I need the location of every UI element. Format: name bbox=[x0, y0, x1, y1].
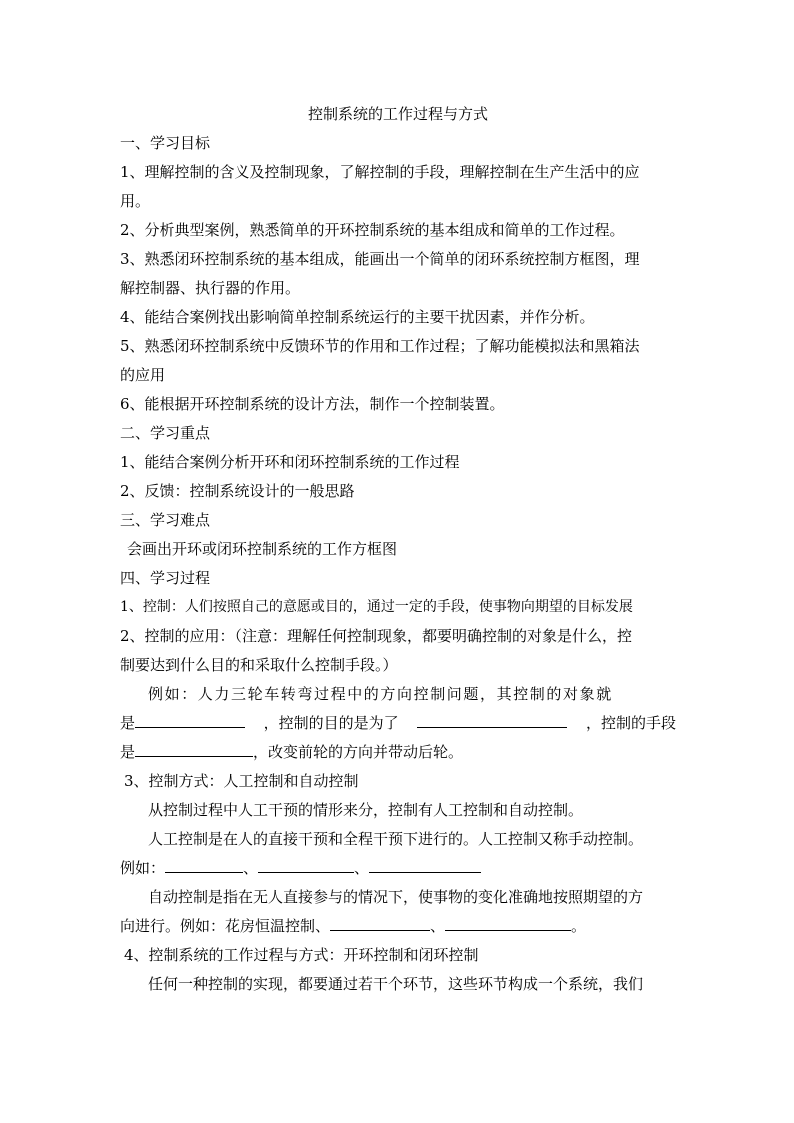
key-point-1: 1、能结合案例分析开环和闭环控制系统的工作过程 bbox=[120, 453, 460, 471]
section-heading-difficulties: 三、学习难点 bbox=[120, 511, 211, 529]
separator-1: 、 bbox=[243, 859, 259, 877]
key-point-2: 2、反馈：控制系统设计的一般思路 bbox=[120, 482, 355, 500]
goal-2: 2、分析典型案例，熟悉简单的开环控制系统的基本组成和简单的工作过程。 bbox=[120, 221, 625, 239]
auto-examples-label: 向进行。例如：花房恒温控制、 bbox=[120, 917, 331, 935]
goal-6: 6、能根据开环控制系统的设计方法，制作一个控制装置。 bbox=[120, 395, 505, 413]
method-3-paragraph-3: 自动控制是指在无人直接参与的情况下，使事物的变化准确地按照期望的方 bbox=[148, 888, 644, 906]
blank-control-object[interactable] bbox=[135, 709, 245, 728]
process-2-line-1: 2、控制的应用：（注意：理解任何控制现象，都要明确控制的对象是什么，控 bbox=[120, 627, 633, 645]
example-text: 例如：人力三轮车转弯过程中的方向控制问题，其控制的对象就 bbox=[148, 685, 613, 703]
document-title: 控制系统的工作过程与方式 bbox=[307, 105, 488, 123]
example-prefix-2: 是 bbox=[120, 743, 136, 761]
goal-5-line-2: 的应用 bbox=[120, 366, 166, 384]
blank-auto-example-2[interactable] bbox=[445, 912, 571, 931]
blank-manual-example-1[interactable] bbox=[165, 854, 243, 873]
section-heading-goals: 一、学习目标 bbox=[120, 134, 211, 152]
method-3-heading: 3、控制方式：人工控制和自动控制 bbox=[124, 772, 359, 790]
method-3-paragraph-1: 从控制过程中人工干预的情形来分，控制有人工控制和自动控制。 bbox=[148, 801, 584, 819]
method-3-paragraph-2: 人工控制是在人的直接干预和全程干预下进行的。人工控制又称手动控制。 bbox=[148, 830, 644, 848]
examples-label: 例如： bbox=[120, 859, 166, 877]
separator-2: 、 bbox=[354, 859, 370, 877]
auto-control-examples bbox=[120, 912, 676, 941]
example-line-3 bbox=[120, 738, 676, 767]
method-4-paragraph-1: 任何一种控制的实现，都要通过若干个环节，这些环节构成一个系统，我们 bbox=[148, 975, 644, 993]
blank-control-purpose[interactable] bbox=[417, 709, 567, 728]
blank-manual-example-3[interactable] bbox=[369, 854, 481, 873]
example-prefix-1: 是 bbox=[120, 714, 136, 732]
example-tail-text: ，控制的手段 bbox=[585, 714, 676, 732]
difficulty-1: 会画出开环或闭环控制系统的工作方框图 bbox=[127, 540, 398, 558]
goal-1-line-1: 1、理解控制的含义及控制现象，了解控制的手段，理解控制在生产生活中的应 bbox=[120, 163, 640, 181]
section-heading-process: 四、学习过程 bbox=[120, 569, 211, 587]
example-mid-text: ，控制的目的是为了 bbox=[263, 714, 399, 732]
period: 。 bbox=[571, 917, 587, 935]
goal-3-line-1: 3、熟悉闭环控制系统的基本组成，能画出一个简单的闭环系统控制方框图，理 bbox=[120, 250, 640, 268]
goal-4: 4、能结合案例找出影响简单控制系统运行的主要干扰因素，并作分析。 bbox=[120, 308, 595, 326]
blank-auto-example-1[interactable] bbox=[330, 912, 430, 931]
separator-3: 、 bbox=[430, 917, 446, 935]
blank-manual-example-2[interactable] bbox=[258, 854, 354, 873]
example-line-2 bbox=[120, 709, 676, 738]
process-1: 1、控制：人们按照自己的意愿或目的，通过一定的手段，使事物向期望的目标发展 bbox=[120, 599, 633, 615]
method-4-heading: 4、控制系统的工作过程与方式：开环控制和闭环控制 bbox=[124, 946, 479, 964]
goal-5-line-1: 5、熟悉闭环控制系统中反馈环节的作用和工作过程；了解功能模拟法和黑箱法 bbox=[120, 337, 640, 355]
example-end-text: ，改变前轮的方向并带动后轮。 bbox=[253, 743, 464, 761]
manual-control-examples bbox=[120, 854, 676, 883]
document-body bbox=[120, 100, 676, 999]
process-2-line-2: 制要达到什么目的和采取什么控制手段。） bbox=[120, 656, 398, 674]
example-line-1 bbox=[120, 680, 676, 709]
blank-control-means[interactable] bbox=[135, 738, 253, 757]
goal-3-line-2: 解控制器、执行器的作用。 bbox=[120, 279, 301, 297]
goal-1-line-2: 用。 bbox=[120, 192, 151, 210]
section-heading-key-points: 二、学习重点 bbox=[120, 424, 211, 442]
